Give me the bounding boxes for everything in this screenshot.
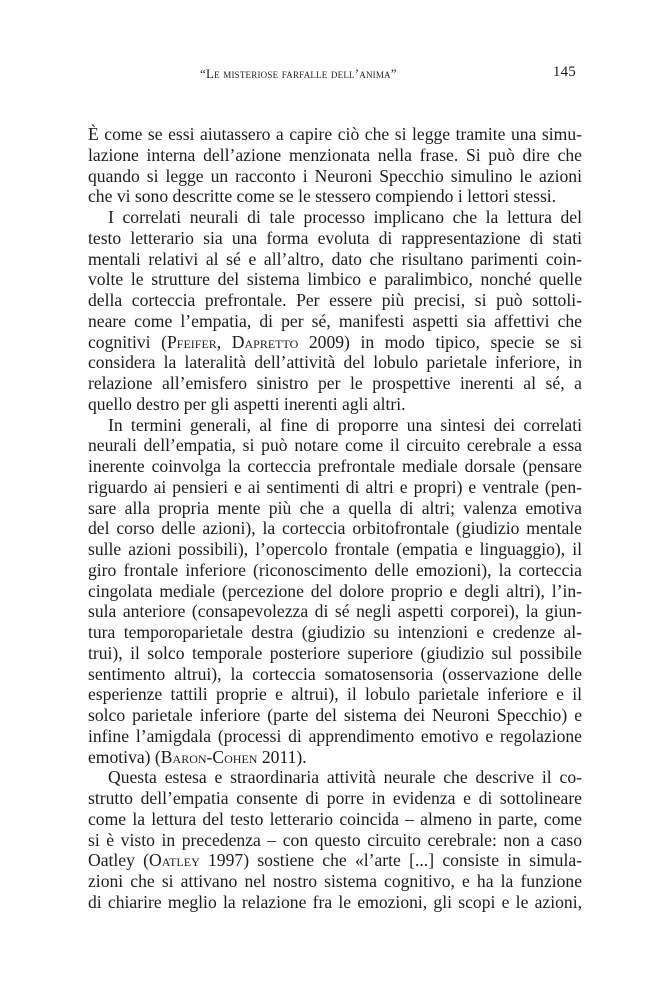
text-line bbox=[88, 788, 582, 809]
text-line bbox=[88, 581, 582, 602]
text-segment: 1997) sostiene che «l’arte [...] consiste in simula- bbox=[199, 850, 582, 871]
text-line bbox=[88, 601, 582, 622]
text-line bbox=[88, 124, 582, 145]
text-segment: lazione interna dell’azione menzionata nella frase. Si può dire che bbox=[88, 144, 582, 165]
text-segment: che vi sono descritte come se le stessero compiendo i lettori stessi. bbox=[88, 186, 557, 207]
text-segment: riguardo ai pensieri e ai sentimenti di altri e propri) e ventrale (pen- bbox=[88, 476, 582, 497]
text-segment: sare alla propria mente più che a quella di altri; valenza emotiva bbox=[88, 497, 582, 518]
text-segment: considera la lateralità dell’attività del lobulo parietale inferiore, in bbox=[88, 352, 582, 373]
text-segment: I correlati neurali di tale processo implicano che la lettura del bbox=[108, 207, 582, 227]
text-line bbox=[88, 166, 582, 187]
text-segment: strutto dell’empatia consente di porre in evidenza e di sottolineare bbox=[88, 788, 582, 808]
text-line bbox=[88, 498, 582, 519]
text-line bbox=[88, 664, 582, 685]
text-segment: neurali dell’empatia, si può notare come il circuito cerebrale a essa bbox=[88, 435, 582, 456]
text-segment: In termini generali, al fine di proporre una sintesi dei correlati bbox=[108, 414, 582, 435]
text-line bbox=[88, 892, 582, 913]
text-line bbox=[88, 290, 582, 311]
text-line bbox=[88, 830, 582, 851]
text-segment: 2009) in modo tipico, specie se si bbox=[298, 331, 582, 352]
text-segment: esperienze tattili proprie e altrui), il lobulo parietale inferiore e il bbox=[88, 684, 582, 705]
text-segment: del corso delle azioni), la corteccia orbitofrontale (giudizio mentale bbox=[88, 518, 582, 539]
text-segment: trui), il solco temporale posteriore superiore (giudizio sul possibile bbox=[88, 642, 582, 663]
text-segment: quando si legge un racconto i Neuroni Specchio simulino le azioni bbox=[88, 165, 582, 186]
text-segment: neare come l’empatia, di per sé, manifesti aspetti sia affettivi che bbox=[88, 310, 582, 331]
text-segment: sulle azioni possibili), l’opercolo frontale (empatia e linguaggio), il bbox=[88, 539, 582, 559]
text-line bbox=[88, 207, 582, 228]
text-segment: È come se essi aiutassero a capire ciò che si legge tramite una simu- bbox=[88, 124, 582, 144]
text-line bbox=[88, 767, 582, 788]
citation-author: Oatley bbox=[149, 850, 200, 871]
text-line bbox=[88, 705, 582, 726]
text-segment: solco parietale inferiore (parte del sistema dei Neuroni Specchio) e bbox=[88, 705, 582, 725]
text-line bbox=[88, 311, 582, 332]
text-line bbox=[88, 269, 582, 290]
body-text bbox=[88, 124, 582, 913]
text-segment: sula anteriore (consapevolezza di sé negli aspetti corporei), la giun- bbox=[88, 601, 582, 622]
text-line bbox=[88, 539, 582, 560]
text-segment: Oatley ( bbox=[88, 850, 150, 871]
text-line bbox=[88, 249, 582, 270]
text-line bbox=[88, 850, 582, 871]
text-segment: inerente coinvolga la corteccia prefrontale mediale dorsale (pensare bbox=[88, 456, 582, 476]
text-line bbox=[88, 622, 582, 643]
text-segment: si è visto in precedenza – con questo circuito cerebrale: non a caso bbox=[88, 829, 582, 850]
text-line bbox=[88, 643, 582, 664]
text-line bbox=[88, 394, 582, 415]
text-segment: quello destro per gli aspetti inerenti agli altri. bbox=[88, 393, 406, 414]
text-segment: giro frontale inferiore (riconoscimento delle emozioni), la corteccia bbox=[88, 559, 582, 580]
text-segment: mentali relativi al sé e all’altro, dato che risultano parimenti coin- bbox=[88, 248, 582, 269]
text-line bbox=[88, 145, 582, 166]
citation-author: Baron-Cohen bbox=[160, 746, 258, 767]
text-segment: di chiarire meglio la relazione fra le emozioni, gli scopi e le azioni, bbox=[88, 891, 582, 912]
text-line bbox=[88, 352, 582, 373]
text-segment: zioni che si attivano nel nostro sistema cognitivo, e ha la funzione bbox=[88, 871, 582, 891]
text-line bbox=[88, 747, 582, 768]
text-line bbox=[88, 228, 582, 249]
text-line bbox=[88, 477, 582, 498]
text-line bbox=[88, 684, 582, 705]
text-line bbox=[88, 435, 582, 456]
text-line bbox=[88, 518, 582, 539]
running-head bbox=[88, 62, 582, 86]
text-segment: sentimento altrui), la corteccia somatosensoria (osservazione delle bbox=[88, 663, 582, 684]
text-segment: cognitivi ( bbox=[88, 331, 167, 352]
running-title: “Le misteriose farfalle dell’anima” bbox=[200, 66, 397, 81]
citation-author: Pfeifer, Dapretto bbox=[167, 331, 299, 352]
text-segment: testo letterario sia una forma evoluta di rappresentazione di stati bbox=[88, 227, 582, 248]
page-number: 145 bbox=[552, 64, 576, 80]
text-line bbox=[88, 186, 582, 207]
text-segment: della corteccia prefrontale. Per essere più precisi, si può sottoli- bbox=[88, 290, 582, 310]
text-line bbox=[88, 809, 582, 830]
text-line bbox=[88, 871, 582, 892]
text-segment: tura temporoparietale destra (giudizio su intenzioni e credenze al- bbox=[88, 622, 582, 642]
text-line bbox=[88, 415, 582, 436]
text-line bbox=[88, 332, 582, 353]
text-segment: come la lettura del testo letterario coincida – almeno in parte, come bbox=[88, 808, 582, 829]
text-segment: Questa estesa e straordinaria attività neurale che descrive il co- bbox=[108, 767, 582, 788]
text-line bbox=[88, 373, 582, 394]
text-line bbox=[88, 456, 582, 477]
book-page bbox=[88, 62, 582, 913]
text-segment: emotiva) ( bbox=[88, 746, 161, 767]
text-line bbox=[88, 726, 582, 747]
text-segment: cingolata mediale (percezione del dolore proprio e degli altri), l’in- bbox=[88, 580, 582, 601]
text-segment: infine l’amigdala (processi di apprendimento emotivo e regolazione bbox=[88, 725, 582, 746]
text-line bbox=[88, 560, 582, 581]
text-segment: relazione all’emisfero sinistro per le prospettive inerenti al sé, a bbox=[88, 373, 582, 393]
text-segment: 2011). bbox=[257, 746, 307, 767]
text-segment: volte le strutture del sistema limbico e paralimbico, nonché quelle bbox=[88, 269, 582, 290]
